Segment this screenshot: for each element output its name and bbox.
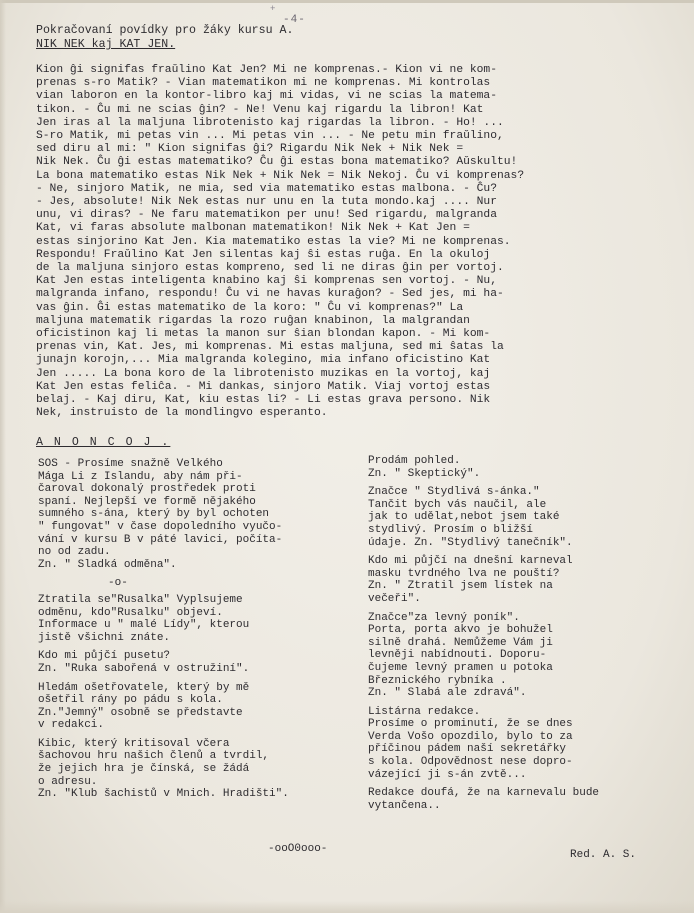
ad-line: Mága Li z Islandu, aby nám při- — [38, 470, 243, 483]
story-line: Nek, instruisto de la mondlingvo esperanto. — [36, 407, 328, 420]
story-line: Kat Jen estas inteligenta knabino kaj ŝi komprenas sen vortoj. - Nu, — [36, 275, 497, 288]
story-line: prenas s-ro Matik? - Vian matematikon mi ne komprenas. Mi kontrolas — [36, 77, 491, 90]
ad-line: Redakce doufá, že na karnevalu bude — [368, 787, 600, 800]
ad-line: silně drahá. Nemůžeme Vám ji — [368, 636, 553, 649]
story-header — [36, 24, 293, 52]
ad-line: spaní. Nejlepší ve formě nějakého — [38, 495, 256, 508]
ad-line: údaje. Zn. "Stydlivý tanečník". — [368, 536, 573, 549]
ad-line: Informace u " malé Lídy", kterou — [38, 619, 250, 632]
story-line: junajn korojn,... Mia malgranda kolegino, mia infano oficistino Kat — [36, 354, 491, 367]
ad-block — [368, 555, 686, 605]
ad-line: s kola. Odpovědnost nese dopro- — [368, 756, 573, 769]
ad-line: jak to udělat,nebot jsem také — [368, 511, 560, 524]
paper-bottom-edge — [0, 901, 694, 913]
ad-line: Březnického rybníka . — [368, 674, 507, 687]
story-line: Kion ĝi signifas fraŭlino Kat Jen? Mi ne komprenas.- Kion vi ne kom- — [36, 64, 497, 76]
ad-line: ošetřil rány po pádu s kola. — [38, 694, 223, 707]
ad-line: Zn. "Ruka sabořená v ostružiní". — [38, 662, 250, 675]
ad-block — [368, 706, 686, 782]
ad-line: večeři". — [368, 592, 421, 605]
ad-block — [38, 682, 356, 732]
ad-line: Zn."Jemný" osobně se představte — [38, 706, 243, 719]
ad-line: Zn. " Slabá ale zdravá". — [368, 687, 527, 700]
signature: Red. A. S. — [570, 849, 637, 861]
story-line: de la maljuna sinjoro estas kompreno, sed li ne diras ĝin per vortoj. — [36, 262, 504, 275]
header-line-2: NIK NEK kaj KAT JEN. — [36, 38, 176, 51]
ad-line: o adresu. — [38, 775, 98, 788]
ad-line: Zn. " Skeptický". — [368, 467, 481, 480]
story-line: malgranda infano, respondu! Ĉu vi ne havas kuraĝon? - Sed jes, mi ha- — [36, 288, 504, 301]
story-line: maljuna matematik rigardas la rozo ruĝan knabinon, la malgrandan — [36, 314, 470, 327]
ad-line: no od zadu. — [38, 546, 111, 559]
ad-line: " fungovat" v čase dopoledního vyučo- — [38, 520, 283, 533]
ad-line: vytančena.. — [368, 799, 441, 812]
ad-line: Porta, porta akvo je bohužel — [368, 624, 553, 637]
ad-line: sumného s-ána, který by byl ochoten — [38, 508, 270, 521]
story-line: belaj. - Kaj diru, Kat, kiu estas li? - Li estas grava persono. Nik — [36, 394, 491, 407]
story-line: Jen ..... La bona koro de la librotenisto muzikas en la vortoj, kaj — [36, 367, 491, 380]
ad-line: příčinou pádem naší sekretářky — [368, 743, 567, 756]
ad-line: Značce " Stydlivá s-ánka." — [368, 486, 540, 499]
ad-line: Verda Vošo opozdilo, bylo to za — [368, 730, 573, 743]
story-line: estas sinjorino Kat Jen. Kia matematiko estas la vie? Mi ne komprenas. — [36, 235, 511, 248]
ads-title: A N O N C O J . — [36, 436, 171, 449]
ad-block — [38, 738, 356, 801]
ad-line: Tančit bych vás naučil, ale — [368, 498, 547, 511]
ad-line: odměnu, kdo"Rusalku" objeví. — [38, 606, 223, 619]
ad-line: šachovou hru našich členů a tvrdil, — [38, 750, 270, 763]
story-line: Jen iras al la maljuna librotenisto kaj rigardas la libron. - Ho! ... — [36, 116, 504, 129]
ad-block — [368, 486, 686, 549]
ad-line: Zn. "Klub šachistů v Mnich. Hradišti". — [38, 788, 289, 801]
ad-block — [368, 612, 686, 700]
ad-line: čaroval dokonalý prostředek proti — [38, 483, 256, 496]
ad-line: Prodám pohled. — [368, 455, 461, 467]
story-line: Respondu! Fraŭlino Kat Jen silentas kaj ŝi estas ruĝa. En la okuloj — [36, 248, 491, 261]
ad-line: Prosíme o prominutí, že se dnes — [368, 718, 573, 731]
ad-line: vání v kursu B v páté lavici, počíta- — [38, 533, 283, 546]
ad-line: Značce"za levný poník". — [368, 611, 520, 624]
story-line: Nik Nek. Ĉu ĝi estas matematiko? Ĉu ĝi estas bona matematiko? Aŭskultu! — [36, 156, 518, 169]
story-line: vas ĝin. Ĝi estas matematiko de la koro: " Ĉu vi komprenas?" La — [36, 301, 464, 314]
ad-separator: -o- — [108, 577, 128, 590]
ad-line: masku tvrdného lva ne pouští? — [368, 567, 560, 580]
ad-line: stydlivý. Prosím o bližší — [368, 523, 534, 536]
ad-line: Kibic, který kritisoval včera — [38, 737, 230, 750]
story-line: S-ro Matik, mi petas vin ... Mi petas vin ... - Ne petu min fraŭlino, — [36, 130, 504, 143]
story-line: tikon. - Ĉu mi ne scias ĝin? - Ne! Venu kaj rigardu la libron! Kat — [36, 103, 484, 116]
ad-line: jistě všichni znáte. — [38, 631, 171, 644]
story-line: sed diru al mi: " Kion signifas ĝi? Rigardu Nik Nek + Nik Nek = — [36, 143, 464, 156]
story-line: unu, vi diras? - Ne faru matematikon per unu! Sed rigardu, malgranda — [36, 209, 497, 222]
ad-line: Zn. " Sladká odměna". — [38, 558, 177, 571]
story-line: prenas vin, Kat. Jes, mi komprenas. Mi estas maljuna, sed mi ŝatas la — [36, 341, 504, 354]
ad-line: Kdo mi půjčí na dnešní karneval — [368, 555, 573, 568]
ads-right-column — [368, 455, 686, 818]
story-body — [36, 64, 676, 420]
ad-line: Ztratila se"Rusalka" Vyplsujeme — [38, 593, 243, 606]
story-line: - Jes, absolute! Nik Nek estas nur unu en la tuta mondo.kaj .... Nur — [36, 196, 497, 209]
story-line: oficistinon kaj li metas la manon sur ŝian blondan kapon. - Mi kom- — [36, 328, 491, 341]
header-line-1: Pokračovaní povídky pro žáky kursu A. — [36, 24, 294, 37]
story-line: vian laboron en la kontor-libro kaj mi vidas, vi ne scias la matema- — [36, 90, 497, 103]
paper-left-edge — [0, 0, 6, 913]
ad-line: Kdo mi půjčí pusetu? — [38, 650, 171, 663]
ad-line: levněji nabídnouti. Doporu- — [368, 649, 547, 662]
story-line: Kat, vi faras absolute malbonan matematikon! Nik Nek + Kat Jen = — [36, 222, 470, 235]
ad-block — [368, 787, 686, 812]
ad-line: v redakci. — [38, 719, 105, 732]
ad-block — [38, 458, 356, 571]
story-line: - Ne, sinjoro Matik, ne mia, sed via matematiko estas malbona. - Ĉu? — [36, 182, 497, 195]
page-number: -4- — [283, 14, 306, 26]
paper-top-edge — [0, 0, 694, 3]
punch-mark: + — [270, 4, 276, 14]
ad-line: Listárna redakce. — [368, 705, 481, 718]
ad-line: Hledám ošetřovatele, který by mě — [38, 681, 250, 694]
ad-line: čujeme levný pramen u potoka — [368, 661, 553, 674]
story-line: La bona matematiko estas Nik Nek + Nik Nek = Nik Nekoj. Ĉu vi komprenas? — [36, 169, 525, 182]
ad-block — [38, 594, 356, 644]
ad-line: SOS - Prosíme snažně Velkého — [38, 458, 223, 470]
ad-block — [368, 455, 686, 480]
ad-block — [38, 650, 356, 675]
ad-line: že jejich hra je čínská, se žádá — [38, 763, 250, 776]
ad-line: Zn. " Ztratil jsem lístek na — [368, 580, 553, 593]
story-line: Kat Jen estas feliĉa. - Mi dankas, sinjoro Matik. Viaj vortoj estas — [36, 380, 491, 393]
end-mark: -ooO0ooo- — [268, 843, 328, 855]
ad-line: vázející ji s-án zvtě... — [368, 768, 527, 781]
ads-left-column — [38, 458, 356, 807]
